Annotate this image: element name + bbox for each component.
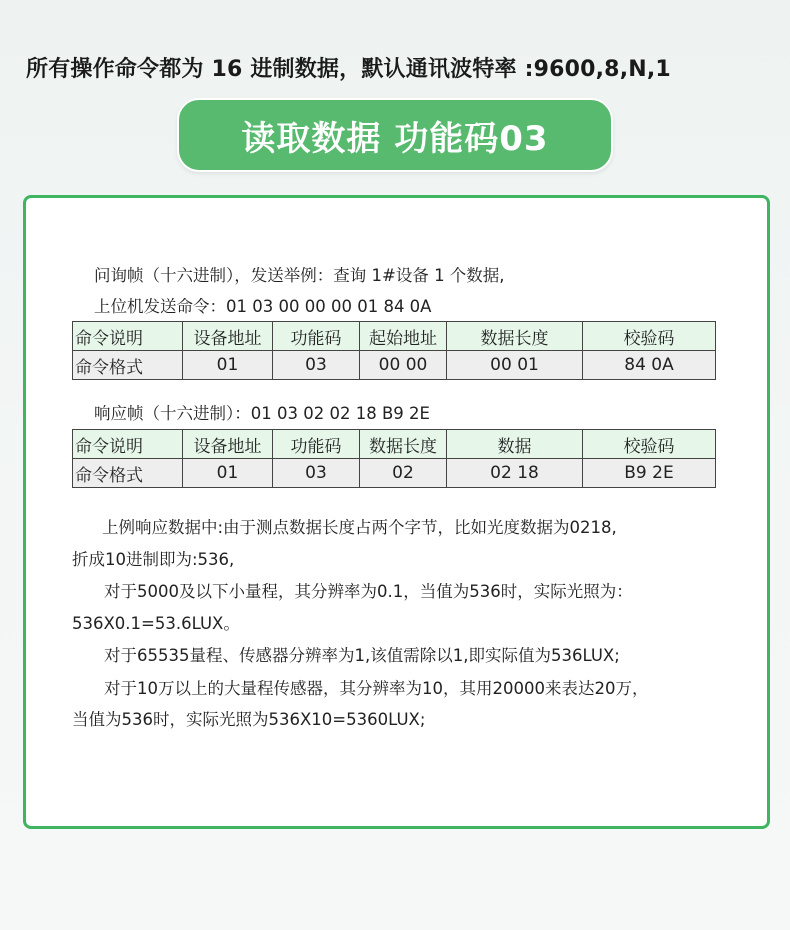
table-cell: 设备地址 xyxy=(183,322,273,351)
response-intro: 响应帧（十六进制）：01 03 02 02 18 B9 2E xyxy=(94,404,430,423)
explanation-line: 对于65535量程、传感器分辨率为1,该值需除以1,即实际值为536LUX; xyxy=(104,646,620,665)
table-cell: 命令格式 xyxy=(73,459,183,488)
content-card xyxy=(23,195,770,829)
title-banner xyxy=(177,98,613,172)
explanation-line: 上例响应数据中:由于测点数据长度占两个字节，比如光度数据为0218, xyxy=(102,518,617,537)
table-cell: 02 18 xyxy=(447,459,583,488)
table-cell: 数据 xyxy=(447,430,583,459)
table-cell: 00 01 xyxy=(447,351,583,380)
table-header-row xyxy=(73,430,716,459)
explanation-line: 对于10万以上的大量程传感器，其分辨率为10，其用20000来表达20万， xyxy=(104,679,649,698)
response-command-table xyxy=(72,429,716,488)
table-cell: 设备地址 xyxy=(183,430,273,459)
table-cell: 校验码 xyxy=(583,430,716,459)
table-cell: 00 00 xyxy=(360,351,447,380)
table-header-row xyxy=(73,322,716,351)
explanation-line: 536X0.1=53.6LUX。 xyxy=(72,614,240,633)
table-row xyxy=(73,351,716,380)
table-cell: 校验码 xyxy=(583,322,716,351)
table-cell: 起始地址 xyxy=(360,322,447,351)
query-intro: 问询帧（十六进制），发送举例：查询 1#设备 1 个数据, xyxy=(94,266,505,285)
table-cell: 数据长度 xyxy=(447,322,583,351)
table-row xyxy=(73,459,716,488)
table-cell: 命令格式 xyxy=(73,351,183,380)
table-cell: 数据长度 xyxy=(360,430,447,459)
headline: 所有操作命令都为 16 进制数据，默认通讯波特率 :9600,8,N,1 xyxy=(26,57,671,82)
table-cell: 03 xyxy=(273,459,360,488)
table-cell: 命令说明 xyxy=(73,430,183,459)
explanation-line: 折成10进制即为:536, xyxy=(72,550,235,569)
table-cell: 03 xyxy=(273,351,360,380)
query-command-table xyxy=(72,321,716,380)
table-cell: B9 2E xyxy=(583,459,716,488)
query-send-line: 上位机发送命令：01 03 00 00 00 01 84 0A xyxy=(94,297,432,316)
explanation-line: 当值为536时，实际光照为536X10=5360LUX; xyxy=(72,710,426,729)
table-cell: 01 xyxy=(183,351,273,380)
explanation-line: 对于5000及以下小量程，其分辨率为0.1，当值为536时，实际光照为： xyxy=(104,582,633,601)
table-cell: 01 xyxy=(183,459,273,488)
section-title: 读取数据 功能码03 xyxy=(241,118,549,159)
table-cell: 命令说明 xyxy=(73,322,183,351)
table-cell: 02 xyxy=(360,459,447,488)
table-cell: 功能码 xyxy=(273,430,360,459)
table-cell: 84 0A xyxy=(583,351,716,380)
table-cell: 功能码 xyxy=(273,322,360,351)
